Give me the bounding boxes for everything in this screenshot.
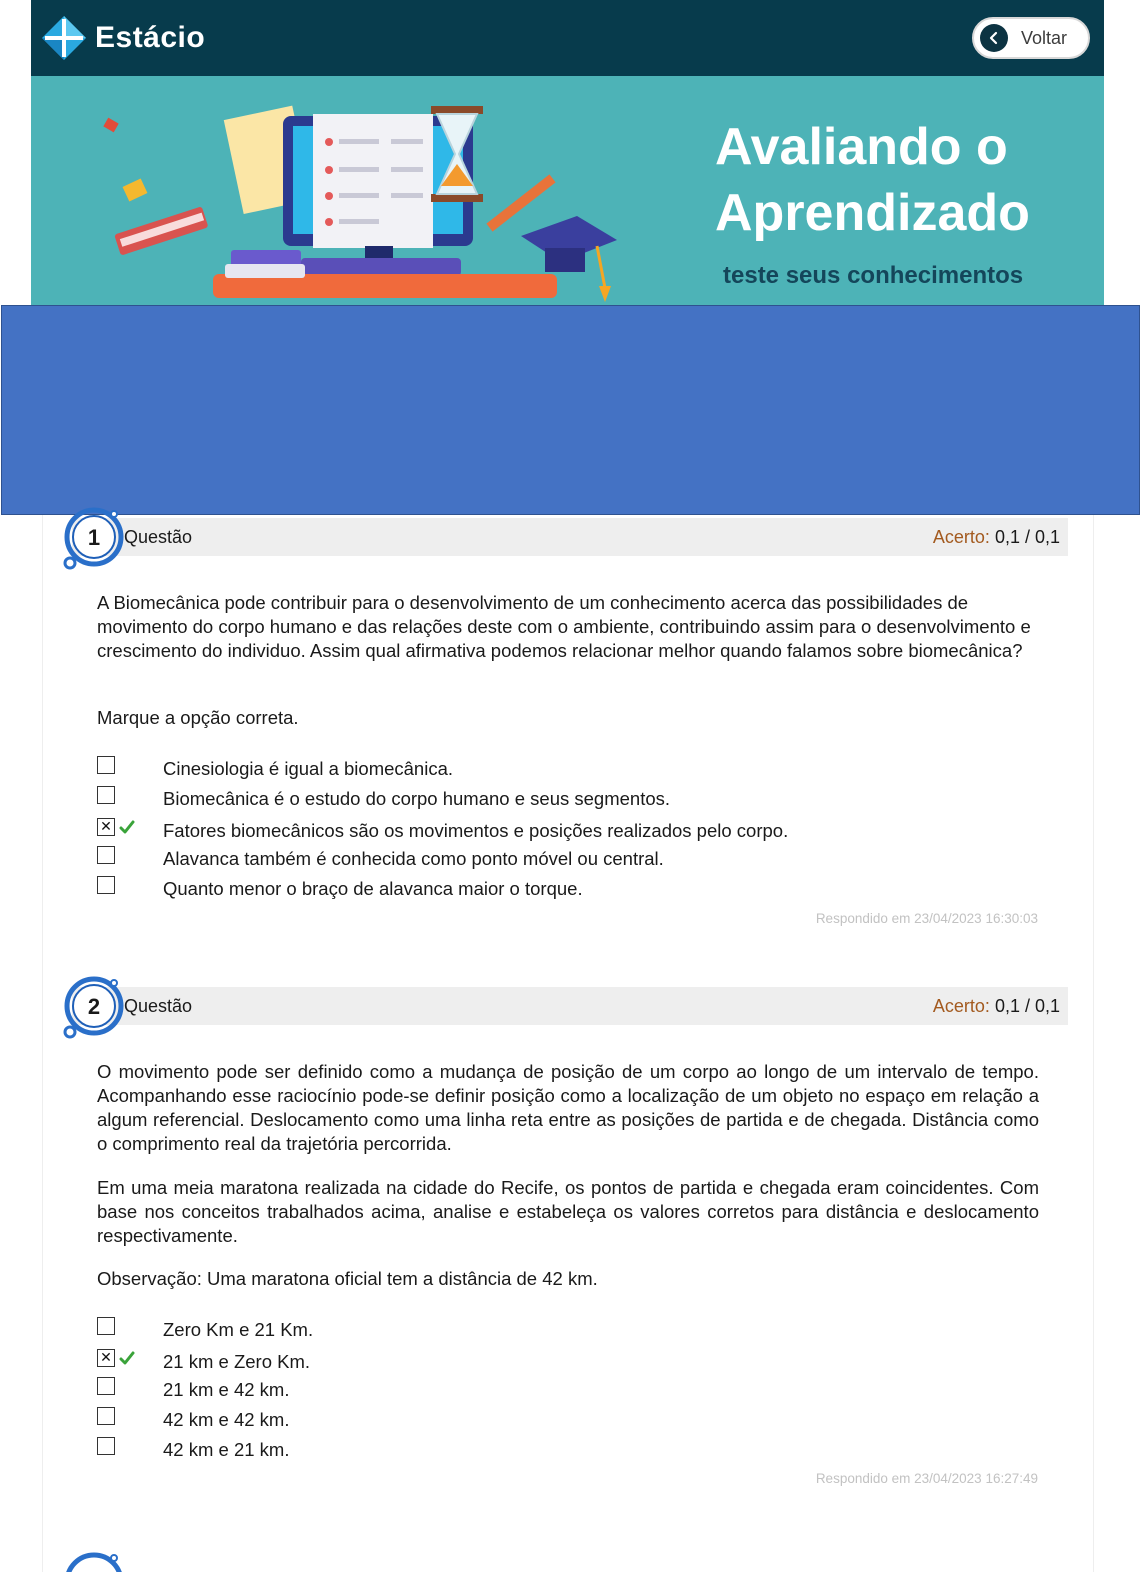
next-question-badge bbox=[58, 1548, 128, 1572]
score-label: Acerto: bbox=[932, 996, 990, 1016]
option-text: Quanto menor o braço de alavanca maior o torque. bbox=[163, 878, 583, 899]
answer-option[interactable] bbox=[97, 786, 997, 812]
option-checkbox[interactable] bbox=[97, 1407, 115, 1425]
option-text: 21 km e 42 km. bbox=[163, 1379, 290, 1400]
question-header bbox=[72, 518, 1068, 556]
banner-title-line1: Avaliando o bbox=[715, 118, 1008, 176]
study-illustration bbox=[101, 90, 621, 306]
option-checkbox[interactable] bbox=[97, 846, 115, 864]
answer-option[interactable] bbox=[97, 1437, 997, 1463]
question-number: 1 bbox=[87, 525, 101, 550]
question-text: O movimento pode ser definido como a mudança de posição de um corpo ao longo de um intervalo de tempo. Acompanhando esse raciocínio pode-se definir posição como a localização de um objeto no espaço em relação a algum referencial. Deslocamento como uma linha reta entre as posições de partida e de chegada. Distância como o comprimento real da trajetória percorrida. bbox=[97, 1061, 1039, 1154]
chevron-left-icon bbox=[980, 24, 1008, 52]
score-label: Acerto: bbox=[932, 527, 990, 547]
redaction-box bbox=[1, 305, 1140, 515]
back-button-label: Voltar bbox=[1021, 27, 1068, 48]
answer-option[interactable] bbox=[97, 1377, 997, 1403]
brand-name: Estácio bbox=[95, 21, 206, 54]
score-value: 0,1 bbox=[994, 527, 1020, 547]
option-text: Alavanca também é conhecida como ponto móvel ou central. bbox=[163, 848, 664, 869]
option-checkbox[interactable] bbox=[97, 1437, 115, 1455]
question-note: Observação: Uma maratona oficial tem a distância de 42 km. bbox=[97, 1268, 598, 1289]
answered-timestamp: Respondido em 23/04/2023 16:27:49 bbox=[815, 1471, 1038, 1486]
option-text: Zero Km e 21 Km. bbox=[163, 1319, 314, 1340]
question-number-badge bbox=[58, 505, 128, 575]
score-total: / 0,1 bbox=[1019, 996, 1060, 1016]
option-checkbox[interactable] bbox=[97, 756, 115, 774]
banner-subtitle: teste seus conhecimentos bbox=[723, 262, 1024, 289]
question-text: Em uma meia maratona realizada na cidade do Recife, os pontos de partida e chegada eram coincidentes. Com base nos conceitos trabalhados acima, analise e estabeleça os valores corretos para distância e deslocamento respectivamente. bbox=[97, 1177, 1039, 1246]
answer-option-selected[interactable] bbox=[97, 1349, 997, 1375]
option-text: 42 km e 42 km. bbox=[163, 1409, 290, 1430]
banner-title-line2: Aprendizado bbox=[715, 184, 1030, 242]
question-label: Questão bbox=[124, 527, 193, 547]
answer-option[interactable] bbox=[97, 846, 997, 872]
option-checkbox[interactable] bbox=[97, 876, 115, 894]
answer-option[interactable] bbox=[97, 1317, 997, 1343]
correct-check-icon bbox=[119, 1350, 135, 1366]
hero-banner bbox=[31, 76, 1104, 306]
banner-title bbox=[715, 114, 1030, 246]
option-checkbox-checked[interactable]: ✕ bbox=[97, 1349, 115, 1367]
answered-timestamp: Respondido em 23/04/2023 16:30:03 bbox=[815, 911, 1038, 926]
option-text: Cinesiologia é igual a biomecânica. bbox=[163, 758, 454, 779]
question-header bbox=[72, 987, 1068, 1025]
question-text: A Biomecânica pode contribuir para o desenvolvimento de um conhecimento acerca das possibilidades de movimento do corpo humano e das relações deste com o ambiente, contribuindo assim para o desenvolvimento e crescimento do individuo. Assim qual afirmativa podemos relacionar melhor quando falamos sobre biomecânica? bbox=[97, 592, 1031, 661]
option-checkbox[interactable] bbox=[97, 1317, 115, 1335]
back-button[interactable] bbox=[972, 17, 1090, 59]
question-number-badge bbox=[58, 974, 128, 1044]
score-total: / 0,1 bbox=[1019, 527, 1060, 547]
option-text: 42 km e 21 km. bbox=[163, 1439, 290, 1460]
answer-option[interactable] bbox=[97, 756, 997, 782]
question-label: Questão bbox=[124, 996, 193, 1016]
option-text: 21 km e Zero Km. bbox=[163, 1351, 311, 1372]
score-value: 0,1 bbox=[994, 996, 1020, 1016]
question-instruction: Marque a opção correta. bbox=[97, 707, 299, 728]
option-text: Biomecânica é o estudo do corpo humano e seus segmentos. bbox=[163, 788, 671, 809]
estacio-logo[interactable] bbox=[41, 15, 205, 61]
answer-option-selected[interactable] bbox=[97, 818, 997, 844]
question-number: 2 bbox=[87, 994, 101, 1019]
option-checkbox[interactable] bbox=[97, 1377, 115, 1395]
option-text: Fatores biomecânicos são os movimentos e posições realizados pelo corpo. bbox=[163, 820, 789, 841]
answer-option[interactable] bbox=[97, 876, 997, 902]
answer-option[interactable] bbox=[97, 1407, 997, 1433]
option-checkbox-checked[interactable]: ✕ bbox=[97, 818, 115, 836]
top-bar bbox=[31, 0, 1104, 76]
question-score bbox=[933, 996, 1060, 1017]
question-score bbox=[933, 527, 1060, 548]
estacio-logo-icon bbox=[41, 15, 87, 61]
correct-check-icon bbox=[119, 819, 135, 835]
option-checkbox[interactable] bbox=[97, 786, 115, 804]
